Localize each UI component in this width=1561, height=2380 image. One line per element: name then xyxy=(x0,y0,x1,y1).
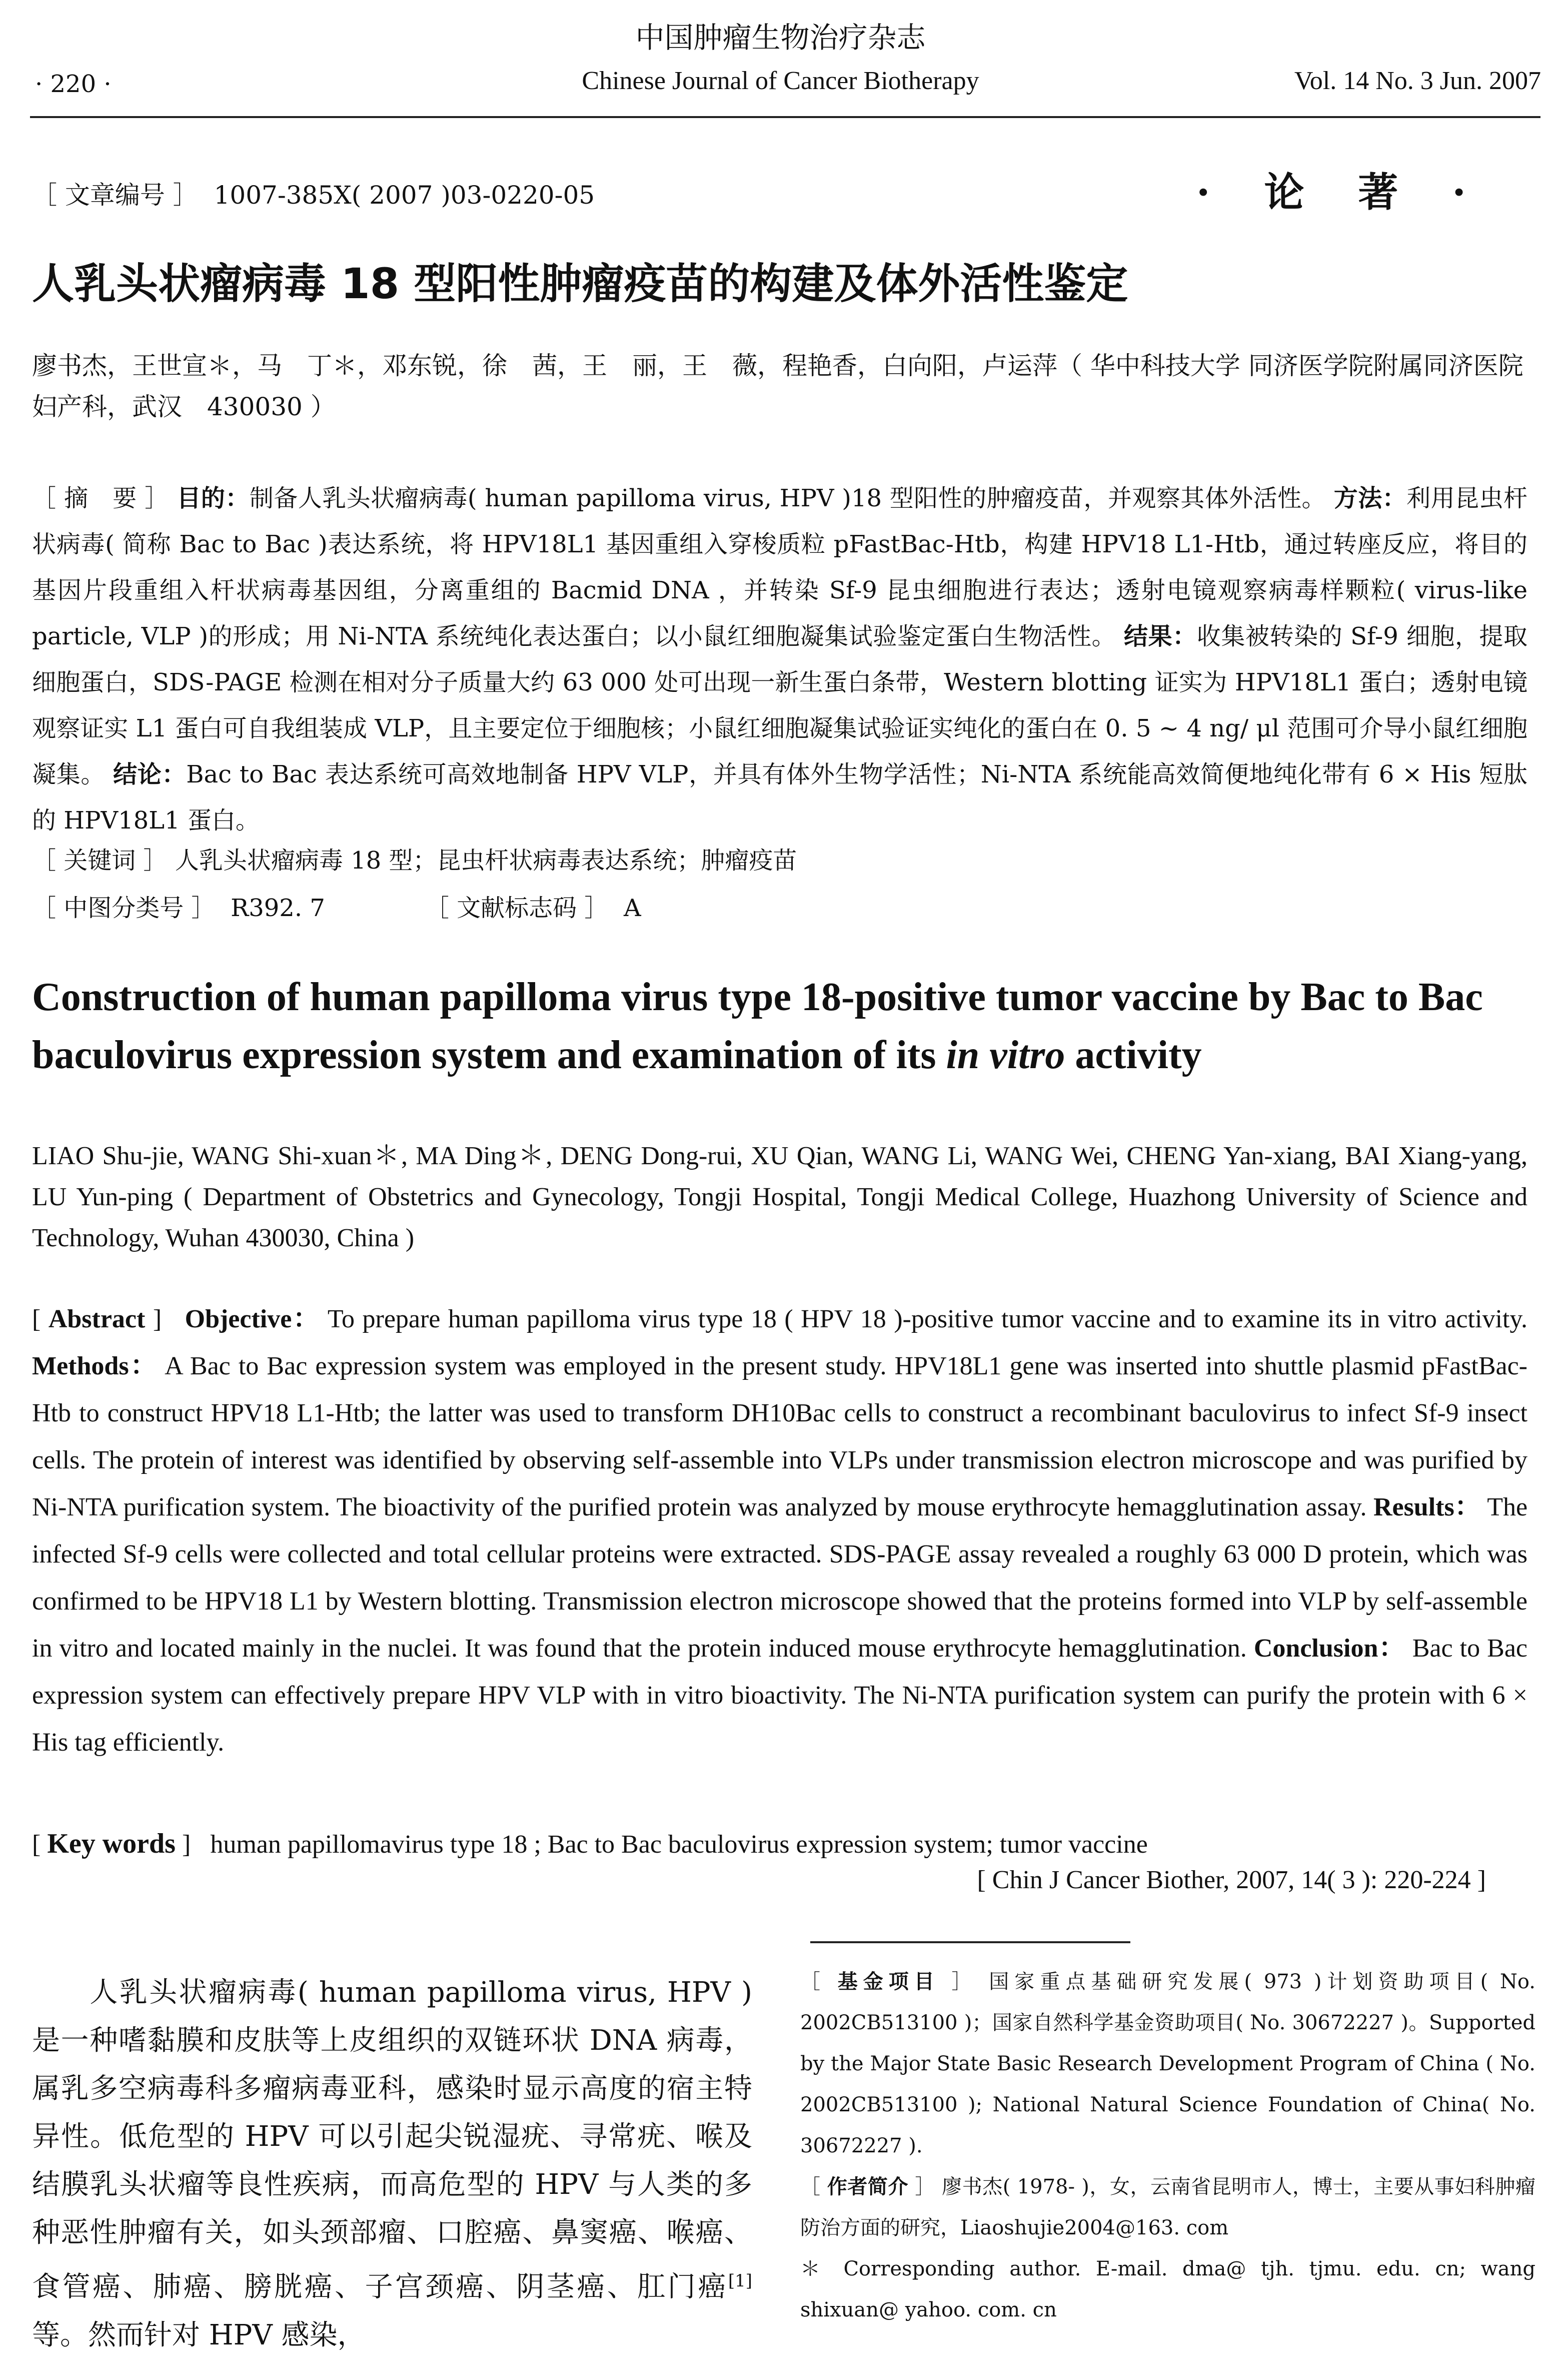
abstract-en-conclusion-label: Conclusion： xyxy=(1253,1634,1405,1663)
body-paragraph-tail: 等。然而针对 HPV 感染， xyxy=(32,2318,366,2351)
abstract-cn-objective: 制备人乳头状瘤病毒( human papilloma virus, HPV )18 型阳性的肿瘤疫苗，并观察其体外活性。 xyxy=(249,484,1326,512)
abstract-en-methods: A Bac to Bac expression system was employed in the present study. HPV18L1 gene was inserted into shuttle plasmid pFastBac-Htb to construct HPV18 L1-Htb; the latter was used to transform DH10Bac cells to construct a recombinant baculovirus to infect Sf-9 insect cells. The protein of interest was identified by observing self-assemble into VLPs under transmission electron microscope and was purified by Ni-NTA purification system. The bioactivity of the purified protein was analyzed by mouse erythrocyte hemagglutination assay. xyxy=(32,1352,1527,1521)
page-number: · 220 · xyxy=(35,70,112,98)
footnote-author: ［ 作者简介 ］ 廖书杰( 1978- )，女，云南省昆明市人，博士，主要从事妇科肿瘤防治方面的研究，Liaoshujie2004@163. com xyxy=(800,2175,1536,2239)
title-en-italic: in vitro xyxy=(946,1033,1065,1077)
classification-label: 中图分类号 xyxy=(64,894,184,922)
abstract-en-results: The infected Sf-9 cells were collected and total cellular proteins were extracted. SDS-PAGE assay revealed a roughly 63 000 D protein, which was confirmed to be HPV18 L1 by Western blotting. Transmission electron microscope showed that the proteins formed into VLP by self-assemble in vitro and located mainly in the nuclei. It was found that the protein induced mouse erythrocyte hemagglutination. xyxy=(32,1493,1528,1663)
keywords-en: [ Key words ] human papillomavirus type 18 ; Bac to Bac baculovirus expression system; tumor vaccine xyxy=(32,1828,1148,1859)
journal-name-en: Chinese Journal of Cancer Biotherapy xyxy=(582,67,979,95)
abstract-cn-conclusion-label: 结论： xyxy=(113,760,187,788)
article-number-label: 文章编号 xyxy=(65,181,165,210)
doc-code-label: 文献标志码 xyxy=(457,894,577,922)
title-en-tail: activity xyxy=(1065,1033,1202,1077)
keywords-en-value: human papillomavirus type 18 ; Bac to Bac baculovirus expression system; tumor vaccine xyxy=(210,1830,1148,1859)
abstract-en-objective-label: Objective： xyxy=(185,1305,321,1333)
body-paragraph: 人乳头状瘤病毒( human papilloma virus, HPV )是一种嗜黏膜和皮肤等上皮组织的双链环状 DNA 病毒，属乳多空病毒科多瘤病毒亚科，感染时显示高度的宿主特异性。低危型的 HPV 可以引起尖锐湿疣、寻常疣、喉及结膜乳头状瘤等良性疾病，而高危型的 HPV 与人类的多种恶性肿瘤有关，如头颈部瘤、口腔癌、鼻窦癌、喉癌、食管癌、肺癌、膀胱癌、子宫颈癌、阴茎癌、肛门癌 xyxy=(32,1976,752,2303)
footnote-fund-label: 基金项目 xyxy=(837,1970,940,1993)
footnote-corresponding: ＊ Corresponding author. E-mail. dma@ tjh. tjmu. edu. cn; wang shixuan@ yahoo. com. cn xyxy=(800,2257,1535,2321)
title-en-main: Construction of human papilloma virus type 18-positive tumor vaccine by Bac to Bac baculovirus expression system and examination of its xyxy=(32,975,1483,1077)
keywords-cn-value: 人乳头状瘤病毒 18 型；昆虫杆状病毒表达系统；肿瘤疫苗 xyxy=(175,847,797,875)
footnote-author-label: 作者简介 xyxy=(827,2175,909,2198)
body-text xyxy=(32,1969,752,2359)
abstract-cn-results: 收集被转染的 Sf-9 细胞，提取细胞蛋白，SDS-PAGE 检测在相对分子质量大约 63 000 处可出现一新生蛋白条带，Western blotting 证实为 HPV18L1 蛋白；透射电镜观察证实 L1 蛋白可自我组装成 VLP，且主要定位于细胞核；小鼠红细胞凝集试验证实纯化的蛋白在 0. 5 ~ 4 ng/ μl 范围可介导小鼠红细胞凝集。 xyxy=(32,622,1527,788)
classification: ［ 中图分类号 ］ R392. 7 ［ 文献标志码 ］ A xyxy=(32,894,641,922)
article-number-value: 1007-385X( 2007 )03-0220-05 xyxy=(214,181,595,210)
footnotes xyxy=(800,1961,1535,2330)
abstract-cn-conclusion: Bac to Bac 表达系统可高效地制备 HPV VLP，并具有体外生物学活性；Ni-NTA 系统能高效简便地纯化带有 6 × His 短肽的 HPV18L1 蛋白。 xyxy=(32,760,1527,835)
abstract-en-objective: To prepare human papilloma virus type 18 ( HPV 18 )-positive tumor vaccine and to examine its in vitro activity. xyxy=(327,1305,1527,1333)
abstract-en: [ Abstract ] Objective： To prepare human papilloma virus type 18 ( HPV 18 )-positive tumor vaccine and to examine its in vitro activity. Methods： A Bac to Bac expression system was employed in the present study. HPV18L1 gene was inserted into shuttle plasmid pFastBac-Htb to construct HPV18 L1-Htb; the latter was used to transform DH10Bac cells to construct a recombinant baculovirus to infect Sf-9 insect cells. The protein of interest was identified by observing self-assemble into VLPs under transmission electron microscope and was purified by Ni-NTA purification system. The bioactivity of the purified protein was analyzed by mouse erythrocyte hemagglutination assay. Results： The infected Sf-9 cells were collected and total cellular proteins were extracted. SDS-PAGE assay revealed a roughly 63 000 D protein, which was confirmed to be HPV18 L1 by Western blotting. Transmission electron microscope showed that the proteins formed into VLP by self-assemble in vitro and located mainly in the nuclei. It was found that the protein induced mouse erythrocyte hemagglutination. Conclusion： Bac to Bac expression system can effectively prepare HPV VLP with in vitro bioactivity. The Ni-NTA purification system can purify the protein with 6 × His tag efficiently. xyxy=(32,1305,1528,1757)
abstract-cn-label: 摘 要 xyxy=(64,484,137,512)
abstract-en-conclusion: Bac to Bac expression system can effectively prepare HPV VLP with in vitro bioactivity. The Ni-NTA purification system can purify the protein with 6 × His tag efficiently. xyxy=(32,1634,1528,1757)
abstract-en-methods-label: Methods： xyxy=(32,1352,158,1380)
doc-code-value: A xyxy=(623,894,641,922)
authors-cn: 廖书杰，王世宣＊，马 丁＊，邓东锐，徐 茜，王 丽，王 薇，程艳香，白向阳，卢运萍（ 华中科技大学 同济医学院附属同济医院 妇产科，武汉 430030 ） xyxy=(32,351,1523,421)
section-mark: · 论 著 · xyxy=(1196,169,1486,216)
footnote-fund: ［ 基金项目 ］ 国家重点基础研究发展( 973 )计划资助项目( No. 2002CB513100 )；国家自然科学基金资助项目( No. 30672227 )。Supported by the Major State Basic Research Development Program of China ( No. 2002CB513100 ); National Natural Science Foundation of China( No. 30672227 ). xyxy=(800,1970,1536,2157)
classification-value: R392. 7 xyxy=(231,894,325,922)
article-number: ［ 文章编号 ］ 1007-385X( 2007 )03-0220-05 xyxy=(32,181,595,210)
header-rule xyxy=(30,116,1540,118)
journal-name-cn: 中国肿瘤生物治疗杂志 xyxy=(635,21,926,55)
footnote-author-text: 廖书杰( 1978- )，女，云南省昆明市人，博士，主要从事妇科肿瘤防治方面的研究，Liaoshujie2004@163. com xyxy=(800,2175,1536,2239)
abstract-en-label: Abstract xyxy=(48,1305,146,1333)
reference-marker[interactable]: [1] xyxy=(728,2271,752,2291)
abstract-cn-methods: 利用昆虫杆状病毒( 简称 Bac to Bac )表达系统，将 HPV18L1 基因重组入穿梭质粒 pFastBac-Htb，构建 HPV18 L1-Htb，通过转座反应，将目的基因片段重组入杆状病毒基因组，分离重组的 Bacmid DNA ，并转染 Sf-9 昆虫细胞进行表达；透射电镜观察病毒样颗粒( virus-like particle, VLP )的形成；用 Ni-NTA 系统纯化表达蛋白；以小鼠红细胞凝集试验鉴定蛋白生物活性。 xyxy=(32,484,1527,650)
abstract-cn-results-label: 结果： xyxy=(1124,622,1197,650)
citation: [ Chin J Cancer Biother, 2007, 14( 3 ): 220-224 ] xyxy=(977,1866,1486,1894)
footnote-fund-text: 国家重点基础研究发展( 973 )计划资助项目( No. 2002CB513100 )；国家自然科学基金资助项目( No. 30672227 )。Supported by the Major State Basic Research Development Program of China ( No. 2002CB513100 ); National Natural Science Foundation of China( No. 30672227 ). xyxy=(800,1970,1536,2157)
keywords-cn-label: 关键词 xyxy=(64,847,136,875)
abstract-cn-methods-label: 方法： xyxy=(1333,484,1407,512)
abstract-cn: ［ 摘 要 ］ 目的：制备人乳头状瘤病毒( human papilloma virus, HPV )18 型阳性的肿瘤疫苗，并观察其体外活性。 方法：利用昆虫杆状病毒( 简称 Bac to Bac )表达系统，将 HPV18L1 基因重组入穿梭质粒 pFastBac-Htb，构建 HPV18 L1-Htb，通过转座反应，将目的基因片段重组入杆状病毒基因组，分离重组的 Bacmid DNA ，并转染 Sf-9 昆虫细胞进行表达；透射电镜观察病毒样颗粒( virus-like particle, VLP )的形成；用 Ni-NTA 系统纯化表达蛋白；以小鼠红细胞凝集试验鉴定蛋白生物活性。 结果：收集被转染的 Sf-9 细胞，提取细胞蛋白，SDS-PAGE 检测在相对分子质量大约 63 000 处可出现一新生蛋白条带，Western blotting 证实为 HPV18L1 蛋白；透射电镜观察证实 L1 蛋白可自我组装成 VLP，且主要定位于细胞核；小鼠红细胞凝集试验证实纯化的蛋白在 0. 5 ~ 4 ng/ μl 范围可介导小鼠红细胞凝集。 结论：Bac to Bac 表达系统可高效地制备 HPV VLP，并具有体外生物学活性；Ni-NTA 系统能高效简便地纯化带有 6 × His 短肽的 HPV18L1 蛋白。 xyxy=(32,484,1527,835)
title-cn: 人乳头状瘤病毒 18 型阳性肿瘤疫苗的构建及体外活性鉴定 xyxy=(32,259,1128,308)
abstract-en-results-label: Results： xyxy=(1373,1493,1481,1521)
keywords-en-label: Key words xyxy=(47,1828,176,1859)
authors-en: LIAO Shu-jie, WANG Shi-xuan＊, MA Ding＊, DENG Dong-rui, XU Qian, WANG Li, WANG Wei, CHENG Yan-xiang, BAI Xiang-yang, LU Yun-ping ( Department of Obstetrics and Gynecology, Tongji Hospital, Tongji Medical College, Huazhong University of Science and Technology, Wuhan 430030, China ) xyxy=(32,1142,1527,1252)
keywords-cn: ［ 关键词 ］ 人乳头状瘤病毒 18 型；昆虫杆状病毒表达系统；肿瘤疫苗 xyxy=(32,847,797,875)
abstract-cn-objective-label: 目的： xyxy=(177,484,250,512)
volume-info: Vol. 14 No. 3 Jun. 2007 xyxy=(1294,67,1541,95)
title-en xyxy=(32,968,1527,1084)
footnote-rule xyxy=(810,1941,1130,1943)
